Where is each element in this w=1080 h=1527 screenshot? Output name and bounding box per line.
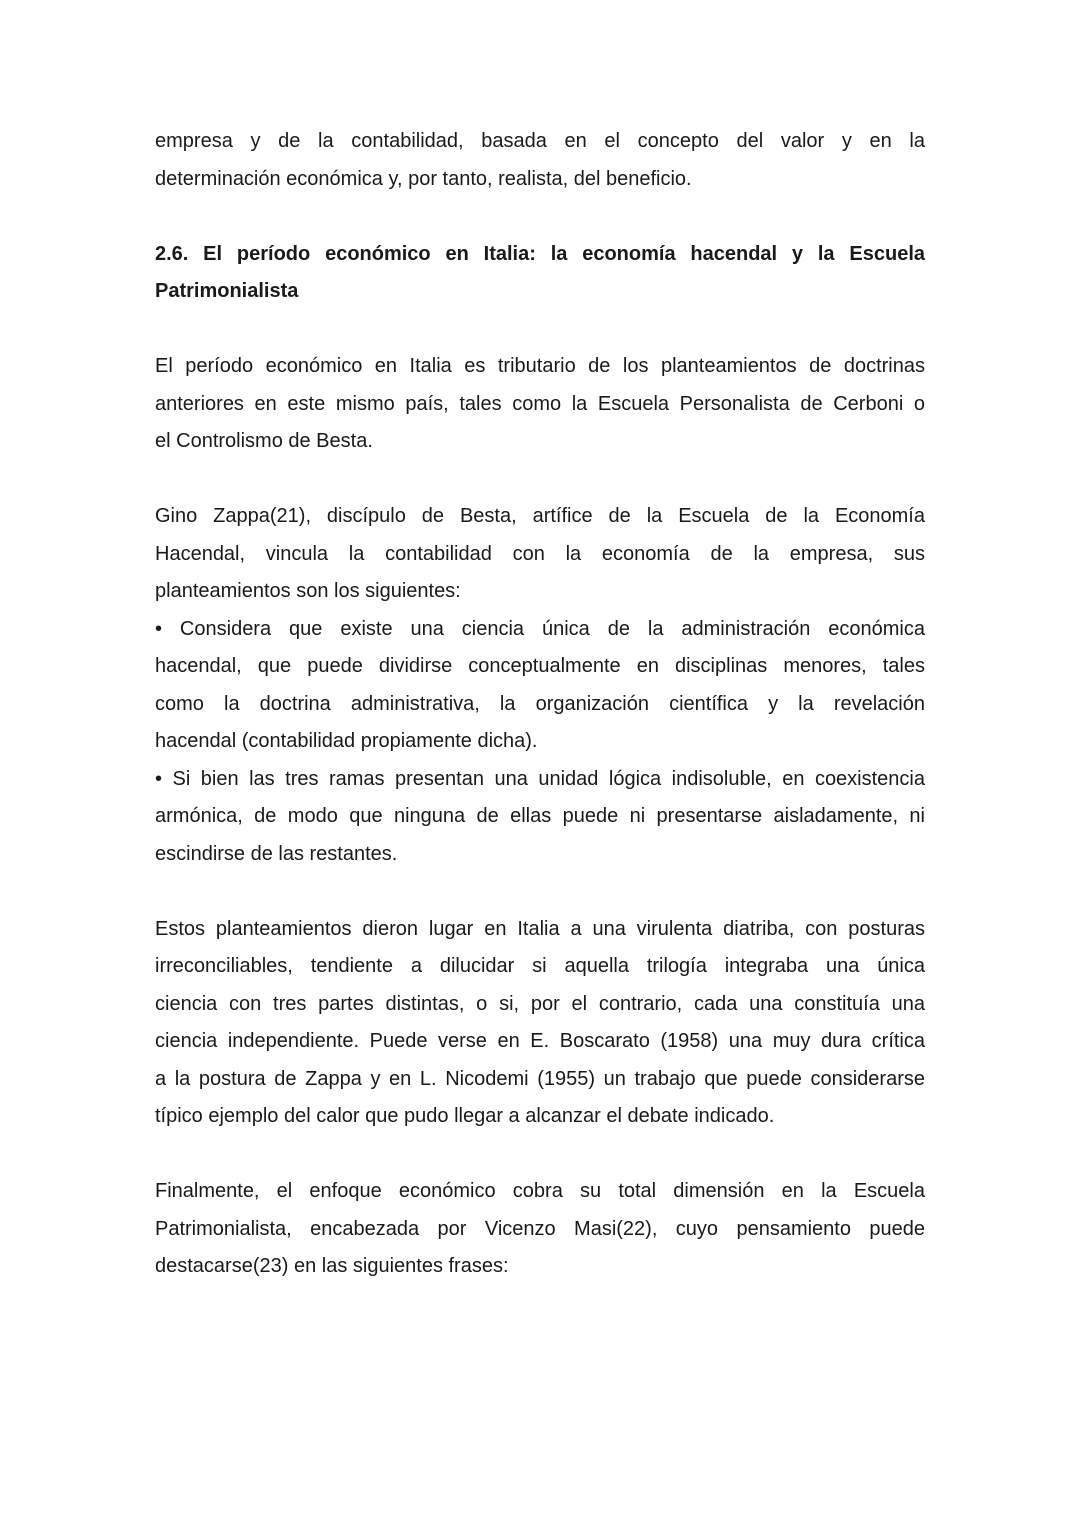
text-line: Hacendal, vincula la contabilidad con la economía de la empresa, sus [155, 542, 925, 565]
text-line: destacarse(23) en las siguientes frases: [155, 1255, 509, 1277]
text-line: ciencia independiente. Puede verse en E. Boscarato (1958) una muy dura crítica [155, 1030, 925, 1052]
text-line: Gino Zappa(21), discípulo de Besta, artífice de la Escuela de la Economía [155, 505, 925, 527]
text-line: El período económico en Italia es tributario de los planteamientos de doctrinas [155, 355, 925, 377]
text-line: determinación económica y, por tanto, realista, del beneficio. [155, 167, 692, 190]
paragraph [155, 348, 925, 461]
text-line: Finalmente, el enfoque económico cobra su total dimensión en la Escuela [155, 1180, 925, 1202]
text-line: escindirse de las restantes. [155, 842, 398, 865]
text-line: hacendal, que puede dividirse conceptualmente en disciplinas menores, tales [155, 655, 925, 677]
text-line: hacendal (contabilidad propiamente dicha). [155, 730, 538, 752]
paragraph [155, 498, 925, 873]
paragraph [155, 911, 925, 1136]
text-line: planteamientos son los siguientes: [155, 580, 461, 602]
text-line: • Si bien las tres ramas presentan una unidad lógica indisoluble, en coexistencia [155, 767, 925, 790]
text-line: Patrimonialista, encabezada por Vicenzo Masi(22), cuyo pensamiento puede [155, 1217, 925, 1240]
text-line: empresa y de la contabilidad, basada en el concepto del valor y en la [155, 130, 925, 152]
text-line: ciencia con tres partes distintas, o si, por el contrario, cada una constituía una [155, 992, 925, 1015]
document-page [155, 123, 925, 1323]
section-heading [155, 236, 925, 311]
text-line: Estos planteamientos dieron lugar en Italia a una virulenta diatriba, con posturas [155, 917, 925, 940]
text-line: el Controlismo de Besta. [155, 430, 373, 452]
paragraph [155, 1173, 925, 1286]
text-line: • Considera que existe una ciencia única de la administración económica [155, 617, 925, 640]
text-line: anteriores en este mismo país, tales como la Escuela Personalista de Cerboni o [155, 392, 925, 415]
text-line: como la doctrina administrativa, la organización científica y la revelación [155, 692, 925, 715]
text-line: armónica, de modo que ninguna de ellas puede ni presentarse aisladamente, ni [155, 805, 925, 827]
text-line: 2.6. El período económico en Italia: la economía hacendal y la Escuela [155, 242, 925, 265]
text-line: típico ejemplo del calor que pudo llegar a alcanzar el debate indicado. [155, 1105, 775, 1127]
text-line: Patrimonialista [155, 280, 299, 302]
text-line: irreconciliables, tendiente a dilucidar si aquella trilogía integraba una única [155, 955, 925, 977]
text-line: a la postura de Zappa y en L. Nicodemi (1955) un trabajo que puede considerarse [155, 1067, 925, 1090]
paragraph [155, 123, 925, 198]
